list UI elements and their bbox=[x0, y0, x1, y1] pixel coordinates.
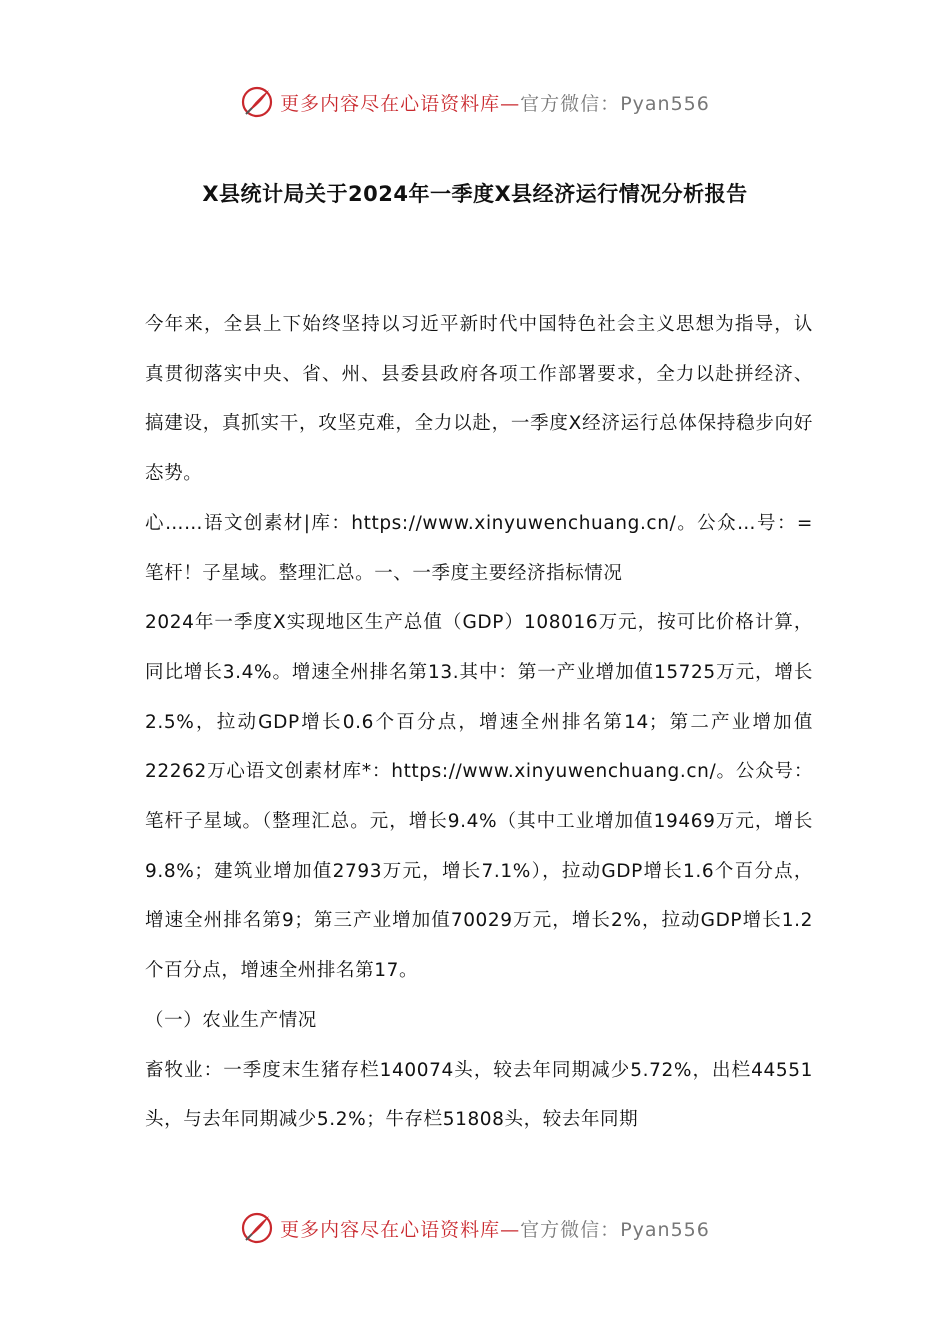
quill-logo-icon bbox=[240, 1211, 274, 1245]
section-heading-agriculture: （一）农业生产情况 bbox=[145, 1009, 317, 1031]
quill-logo-icon bbox=[240, 85, 274, 119]
paragraph-source-note: 心……语文创素材|库：https://www.xinyuwenchuang.cn/。公众…号：=笔杆！子星域。整理汇总。一、一季度主要经济指标情况 bbox=[145, 512, 813, 584]
document-body bbox=[145, 300, 813, 1145]
paragraph-livestock: 畜牧业：一季度末生猪存栏140074头，较去年同期减少5.72%，出栏44551头，与去年同期减少5.2%；牛存栏51808头，较去年同期 bbox=[145, 1059, 813, 1131]
document-title: X县统计局关于2024年一季度X县经济运行情况分析报告 bbox=[202, 182, 748, 206]
paragraph-gdp: 2024年一季度X实现地区生产总值（GDP）108016万元，按可比价格计算，同比增长3.4%。增速全州排名第13.其中：第一产业增加值15725万元，增长2.5%，拉动GDP增长0.6个百分点，增速全州排名第14；第二产业增加值22262万心语文创素材库*：https://www.xinyuwenchuang.cn/。公众号：笔杆子星域。（整理汇总。元，增长9.4%（其中工业增加值19469万元，增长9.8%；建筑业增加值2793万元，增长7.1%），拉动GDP增长1.6个百分点，增速全州排名第9；第三产业增加值70029万元，增长2%，拉动GDP增长1.2个百分点，增速全州排名第17。 bbox=[145, 612, 813, 982]
watermark-text: 更多内容尽在心语资料库—官方微信：Pyan556 bbox=[280, 92, 710, 115]
watermark-banner-bottom bbox=[0, 1208, 950, 1248]
watermark-banner-top bbox=[0, 82, 950, 122]
watermark-text: 更多内容尽在心语资料库—官方微信：Pyan556 bbox=[280, 1218, 710, 1241]
paragraph-intro: 今年来，全县上下始终坚持以习近平新时代中国特色社会主义思想为指导，认真贯彻落实中央、省、州、县委县政府各项工作部署要求，全力以赴拼经济、搞建设，真抓实干，攻坚克难，全力以赴，一季度X经济运行总体保持稳步向好态势。 bbox=[145, 314, 813, 485]
